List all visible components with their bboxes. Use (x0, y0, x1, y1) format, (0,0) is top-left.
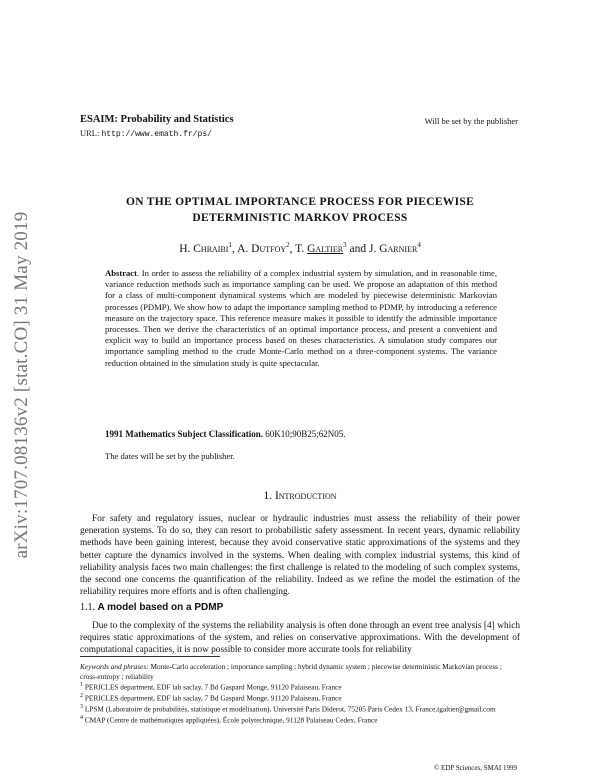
abstract-label: Abstract (105, 268, 137, 278)
author-3-affiliation-mark: 3 (343, 241, 347, 249)
abstract-text: . In order to assess the reliability of a complex industrial system by simulation, and in reasonable time, variance reduction methods such as importance sampling can be used. We propose an adaptation of this method for a class of multi-component dynamical systems which are modeled by piecewise deterministic Markovian processes (PDMP). We show how to adapt the importance sampling method to PDMP, by introducing a reference measure on the trajectory space. This reference measure makes it possible to identify the admissible importance processes. Then we derive the characteristics of an optimal importance process, and present a convenient and explicit way to build an importance process based on theses characteristics. A simulation study compares our importance sampling method to the crude Monte-Carlo method on a three-component systems. The variance reduction obtained in the simulation study is quite spectacular. (105, 268, 497, 368)
footnote-2-mark: 2 (80, 693, 83, 700)
journal-url-link[interactable]: http://www.emath.fr/ps/ (101, 130, 212, 139)
footnote-1 (80, 681, 520, 692)
author-4-name: Garnier (379, 242, 418, 255)
title-line-1: ON THE OPTIMAL IMPORTANCE PROCESS FOR PIECEWISE (125, 196, 475, 208)
keywords-text: Monte-Carlo acceleration ; importance sampling ; hybrid dynamic system ; piecewise deterministic Markovian process ; cross-entropy ; reliability (80, 662, 502, 681)
footnote-4-text: CMAP (Centre de mathématiques appliquées), École polytechnique, 91128 Palaiseau Cedex, France (83, 715, 378, 725)
arxiv-sidebar-stamp (6, 205, 38, 565)
author-4-affiliation-mark: 4 (417, 241, 421, 249)
arxiv-identifier: arXiv:1707.08136v2 [stat.CO] 31 May 2019 (11, 211, 32, 559)
author-1-affiliation-mark: 1 (228, 241, 232, 249)
pdmp-paragraph: Due to the complexity of the systems the reliability analysis is often done through an event tree analysis [4] which requires static approximations of the system, and relies on conservative approximations. With the development of computational capacities, it is now possible to consider more accurate tools for reliability (80, 621, 520, 656)
author-1-name: Chraibi (193, 242, 229, 255)
section-heading-introduction: 1. Introduction (263, 490, 337, 502)
msc-classification (105, 429, 346, 439)
footnote-2 (80, 692, 520, 703)
author-3-name: Galtier (307, 242, 344, 255)
footnote-4 (80, 714, 520, 725)
paper-title (80, 194, 520, 226)
footnote-3-text: LPSM (Laboratoire de probabilités, statistique et modélisation), Université Paris Diderot, 75205 Paris Cedex 13, France,tgaltier@gmail.com (83, 704, 496, 714)
author-3-initial: , T. (289, 242, 308, 255)
subsection-number: 1.1. (80, 602, 98, 613)
copyright-notice: © EDP Sciences, SMAI 1999 (433, 764, 517, 772)
footnote-2-text: PERICLES department, EDF lab saclay, 7 Bd Gaspard Monge, 91120 Palaiseau, France (83, 693, 342, 703)
author-list (80, 241, 520, 255)
dates-note: The dates will be set by the publisher. (105, 451, 235, 461)
keywords-label: Keywords and phrases: (80, 662, 149, 671)
author-conjunction: and (346, 242, 369, 255)
footnotes-block (80, 662, 520, 725)
footnote-rule (80, 656, 220, 657)
author-2-initial: , A. (231, 242, 252, 255)
msc-codes: 60K10;90B25;62N05. (265, 429, 346, 439)
footnote-1-text: PERICLES department, EDF lab saclay, 7 Bd Gaspard Monge, 91120 Palaiseau, France (83, 682, 342, 692)
publisher-note: Will be set by the publisher (424, 116, 518, 126)
introduction-paragraph: For safety and regulatory issues, nuclear or hydraulic industries must assess the reliability of their power generation systems. To do so, they can resort to probabilistic safety assessment. In recent years, dynamic reliability methods have been gaining interest, because they avoid conservative static approximations of the systems and they better capture the dynamics involved in the systems. When dealing with complex industrial systems, this kind of reliability analysis faces two main challenges: the first challenge is related to the modeling of such complex systems, the second one concerns the quantification of the reliability. Indeed as we refine the model the estimation of the reliability requires more efforts and is often challenging. (80, 514, 520, 598)
journal-url-line (80, 128, 212, 139)
author-2-affiliation-mark: 2 (286, 241, 290, 249)
keywords-footnote (80, 662, 520, 681)
footnote-1-mark: 1 (80, 682, 83, 689)
abstract-block (105, 268, 497, 369)
footnote-3 (80, 703, 520, 714)
footnote-4-mark: 4 (80, 715, 83, 722)
subsection-title: A model based on a PDMP (97, 602, 224, 613)
author-4-initial: J. (368, 242, 380, 255)
title-line-2: DETERMINISTIC MARKOV PROCESS (192, 212, 408, 224)
subsection-heading (80, 602, 223, 613)
journal-name: ESAIM: Probability and Statistics (80, 114, 234, 125)
footnote-3-mark: 3 (80, 704, 83, 711)
author-1-initial: H. (179, 242, 194, 255)
author-2-name: Dutfoy (251, 242, 287, 255)
msc-label: 1991 Mathematics Subject Classification. (105, 429, 263, 439)
url-label: URL: (80, 128, 102, 138)
